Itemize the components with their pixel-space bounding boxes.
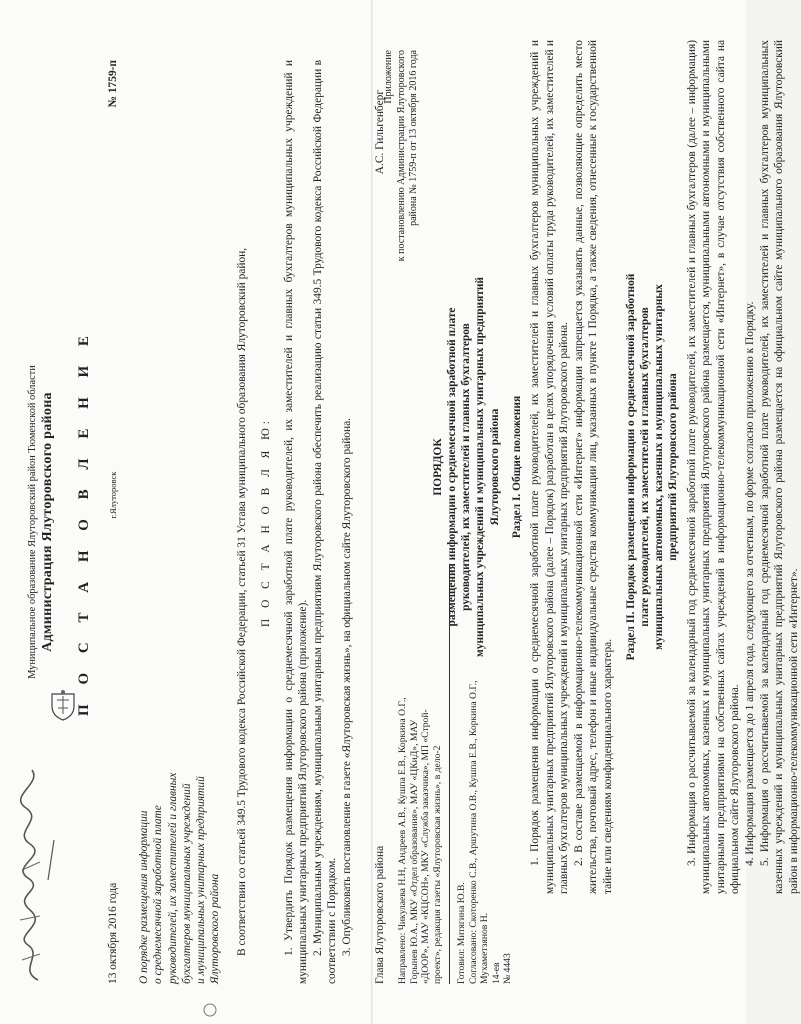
- agreed-by: Согласовано: Скоторенко С.В., Аршутина О.В., Кушпа Е.В., Коркина О.Г.,: [467, 680, 479, 984]
- subject-line: о среднемесячной заработной плате: [152, 805, 165, 984]
- distribution-line: Направлено: Чикулаева Н.Н, Андреев А.В., Кушпа Е.В., Коркина О.Г.,: [397, 697, 409, 984]
- order-title-main: ПОРЯДОК: [431, 438, 444, 496]
- appendix-page: [373, 0, 800, 1024]
- org-line: Муниципальное образование Ялуторовский район Тюменской области: [27, 365, 38, 679]
- order-title: [431, 40, 502, 894]
- order-title-line: Ялуторовского района: [488, 408, 501, 526]
- section-1-paragraph: 1. Порядок размещения информации о среднемесячной заработной плате руководителей, их заместителей и главных бухгалтеров муниципальных учреждений и муниципальных унитарных предприятий Ялуторовского района (далее – Порядок) разработан в целях упорядочения условий оплаты труда руководителей, их заместителей и главных бухгалтеров муниципальных учреждений и муниципальных унитарных предприятий Ялуторовского района.: [529, 40, 571, 894]
- document-number: № 1759-п: [107, 60, 120, 108]
- appendix-line: к постановлению Администрации Ялуторовского: [395, 50, 407, 262]
- resolve-heading: П О С Т А Н О В Л Я Ю:: [260, 417, 273, 627]
- distribution-line: «ДООР», МАУ «КЦСОН», МКУ «Служба заказчика», МП «Строй-: [420, 709, 432, 984]
- coat-of-arms-icon: [48, 688, 78, 722]
- agreed-by-2: Мухаметзянов Н.: [479, 912, 491, 984]
- section-2-paragraph: 3. Информация о рассчитываемой за календарный год среднемесячной заработной плате руководителей, их заместителей и главных бухгалтеров (далее – информация) муниципальных автономных, казенных и муниципальных унитарных предприятий Ялуторовского района размещается, муниципальными автономными и муниципальными унитарными предприятиями на собственных сайтах учреждений в информационно-телекоммуникационной сети «Интернет», в случае отсутствия собственного сайта на официальном сайте Ялуторовского района.: [685, 40, 742, 894]
- resolution-item: 2. Муниципальным учреждениям, муниципальным унитарным предприятиям Ялуторовского района обеспечить реализацию статьи 349.5 Трудового кодекса Российской Федерации в соответствии с Порядком.: [311, 60, 339, 984]
- distribution-line: Горынев Ю.А., МКУ «Отдел образования», МАУ «ЦКиД», МАУ: [408, 719, 420, 984]
- registration-number: № 4443: [502, 953, 514, 984]
- signer-position: Глава Ялуторовского района: [373, 845, 386, 984]
- section-2-heading: [624, 40, 681, 894]
- subject-line: руководителей, их заместителей и главных: [166, 772, 179, 984]
- document-town: г.Ялуторовск: [108, 471, 119, 519]
- subject-line: Ялуторовского района: [209, 873, 222, 984]
- handwritten-note: [8, 760, 58, 990]
- section-2-line: плате руководителей, их заместителей и главных бухгалтеров: [638, 307, 651, 627]
- resolution-item: 3. Опубликовать постановление в газете «Ялуторовская жизнь», на официальном сайте Ялуторовского района.: [341, 418, 354, 956]
- section-1-heading: Раздел I. Общие положения: [510, 395, 523, 539]
- section-2-line: муниципальных автономных, казенных и муниципальных унитарных: [653, 284, 666, 650]
- appendix-line: Приложение: [383, 50, 394, 104]
- signer-name: А.С. Гильгенберг: [373, 90, 386, 175]
- prepared-by: Готовил: Митягина Ю.В.: [456, 882, 468, 984]
- document-date: 13 октября 2016 года: [107, 882, 120, 984]
- order-title-line: размещения информации о среднемесячной заработной плате: [445, 307, 458, 627]
- admin-title: Администрация Ялуторовского района: [40, 392, 56, 652]
- preamble: В соответствии со статьей 349.5 Трудового кодекса Российской Федерации, статьей 31 Устава муниципального образования Ялуторовский район,: [235, 247, 248, 956]
- subject-block: [137, 714, 223, 984]
- section-1-paragraph: 2. В составе размещаемой в информационно-телекоммуникационной сети «Интернет» информации запрещается указывать данные, позволяющие определить место жительства, почтовый адрес, телефон и иные индивидуальные средства коммуникации лиц, указанных в пункте 1 Порядка, а также сведения, отнесенные к государственной тайне или сведениям конфиденциального характера.: [572, 40, 614, 894]
- stamp-mark-icon: [200, 1000, 220, 1020]
- copies-count: 14-ев: [490, 962, 502, 984]
- section-2-line: предприятий Ялуторовского района: [667, 373, 680, 561]
- order-title-line: муниципальных учреждений и муниципальных унитарных предприятий: [474, 277, 487, 657]
- section-2-paragraph: 5. Информация о рассчитываемой за календарный год среднемесячной заработной плате руководителей, их заместителей и главных бухгалтеров муниципальных казенных учреждений и муниципальных унитарных предприятий Ялуторовского района размещается на официальном сайте муниципального образования Ялуторовский район в информационно-телекоммуникационной сети «Интернет».: [758, 40, 800, 894]
- section-2-paragraph: 4. Информация размещается до 1 апреля года, следующего за отчетным, по форме согласно приложению к Порядку.: [743, 301, 756, 866]
- appendix-line: района № 1759-п от 13 октября 2016 года: [408, 50, 419, 226]
- subject-line: и муниципальных унитарных предприятий: [195, 776, 207, 984]
- date-row: [106, 60, 121, 984]
- order-title-line: руководителей, их заместителей и главных бухгалтеров: [460, 323, 472, 611]
- resolution-item: 1. Утвердить Порядок размещения информации о среднемесячной заработной плате руководителей, их заместителей и главных бухгалтеров муниципальных учреждений и муниципальных унитарных предприятий Ялуторовского района (приложение).: [282, 60, 310, 984]
- distribution-line: проект», редакция газеты «Ялуторовская жизнь», в дело-2: [431, 745, 443, 984]
- section-2-line: Раздел II. Порядок размещения информации о среднемесячной заработной: [624, 273, 637, 661]
- subject-line: О порядке размещения информации: [138, 810, 150, 984]
- document-type-title: П О С Т А Н О В Л Е Н И Е: [76, 328, 93, 716]
- subject-line: бухгалтеров муниципальных учреждений: [180, 783, 193, 984]
- appendix-header: [383, 50, 421, 894]
